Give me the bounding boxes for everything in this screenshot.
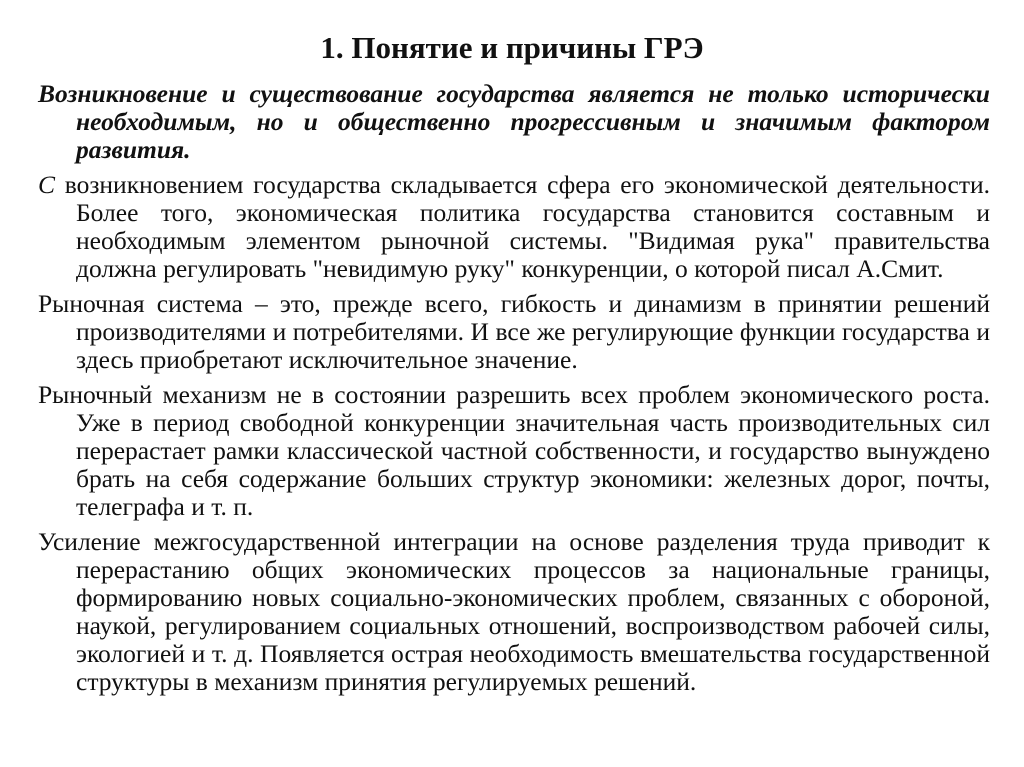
paragraph-2-lead: С — [38, 170, 56, 199]
paragraph-1-text: Возникновение и существование государства является не только исторически необходимым, но и общественно прогрессивным и значимым фактором развития. — [38, 79, 990, 164]
slide-body — [38, 80, 990, 703]
paragraph-5 — [38, 528, 990, 696]
paragraph-3-text: Рыночная система – это, прежде всего, гибкость и динамизм в принятии решений производителями и потребителями. И все же регулирующие функции государства и здесь приобретают исключительное значение. — [38, 289, 990, 374]
paragraph-2 — [38, 171, 990, 283]
paragraph-2-text: возникновением государства складывается сфера его экономической деятельности. Более того, экономическая политика государства становится составным и необходимым элементом рыночной системы. "Видимая рука" правительства должна регулировать "невидимую руку" конкуренции, о которой писал А.Смит. — [55, 170, 990, 283]
paragraph-1 — [38, 80, 990, 164]
paragraph-4-text: Рыночный механизм не в состоянии разрешить всех проблем экономического роста. Уже в период свободной конкуренции значительная часть производительных сил перерастает рамки классической частной собственности, и государство вынуждено брать на себя содержание больших структур экономики: железных дорог, почты, телеграфа и т. п. — [38, 380, 990, 521]
slide-title: 1. Понятие и причины ГРЭ — [320, 30, 704, 65]
paragraph-3 — [38, 290, 990, 374]
paragraph-4 — [38, 381, 990, 521]
paragraph-5-text: Усиление межгосударственной интеграции на основе разделения труда приводит к перерастанию общих экономических процессов за национальные границы, формированию новых социально-экономических проблем, связанных с обороной, наукой, регулированием социальных отношений, воспроизводством рабочей силы, экологией и т. д. Появляется острая необходимость вмешательства государственной структуры в механизм принятия регулируемых решений. — [38, 527, 990, 696]
